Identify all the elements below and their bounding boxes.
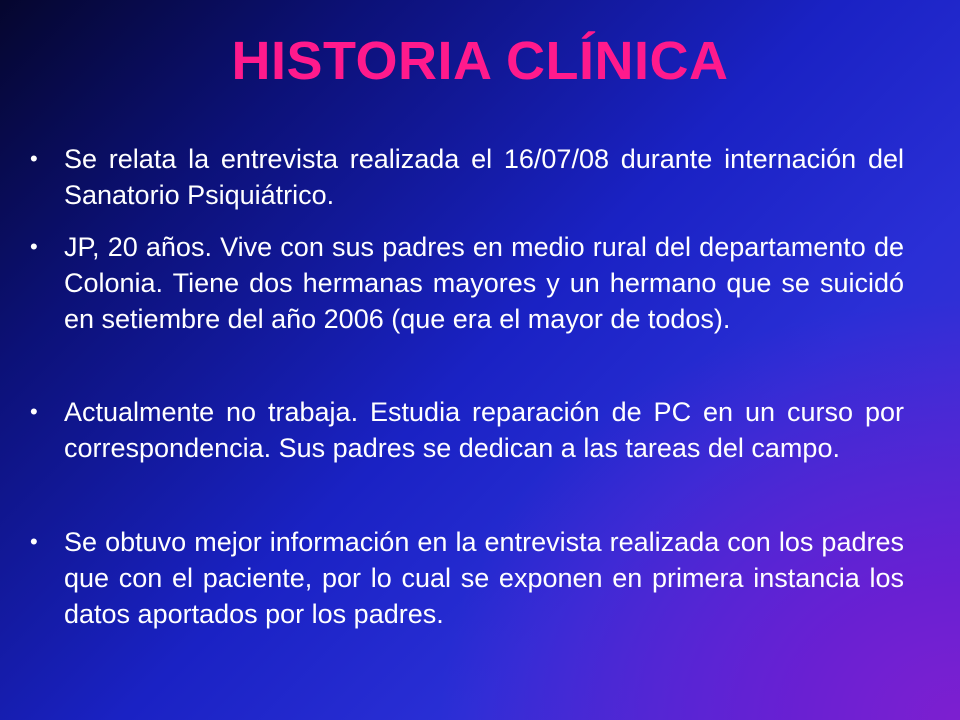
bullet-marker: •	[30, 529, 38, 554]
bullet-text: Se obtuvo mejor información en la entrevista realizada con los padres que con el paciente, por lo cual se exponen en primera instancia los datos aportados por los padres.	[64, 527, 904, 629]
bullet-text: Se relata la entrevista realizada el 16/07/08 durante internación del Sanatorio Psiquiátrico.	[64, 144, 904, 210]
bullet-text: Actualmente no trabaja. Estudia reparación de PC en un curso por correspondencia. Sus padres se dedican a las tareas del campo.	[64, 397, 904, 463]
bullet-marker: •	[30, 146, 38, 171]
bullet-text: JP, 20 años. Vive con sus padres en medio rural del departamento de Colonia. Tiene dos hermanas mayores y un hermano que se suicidó en setiembre del año 2006 (que era el mayor de todos).	[64, 232, 904, 334]
bullet-marker: •	[30, 234, 38, 259]
bullet-marker: •	[30, 399, 38, 424]
slide-title: HISTORIA CLÍNICA	[231, 31, 729, 91]
